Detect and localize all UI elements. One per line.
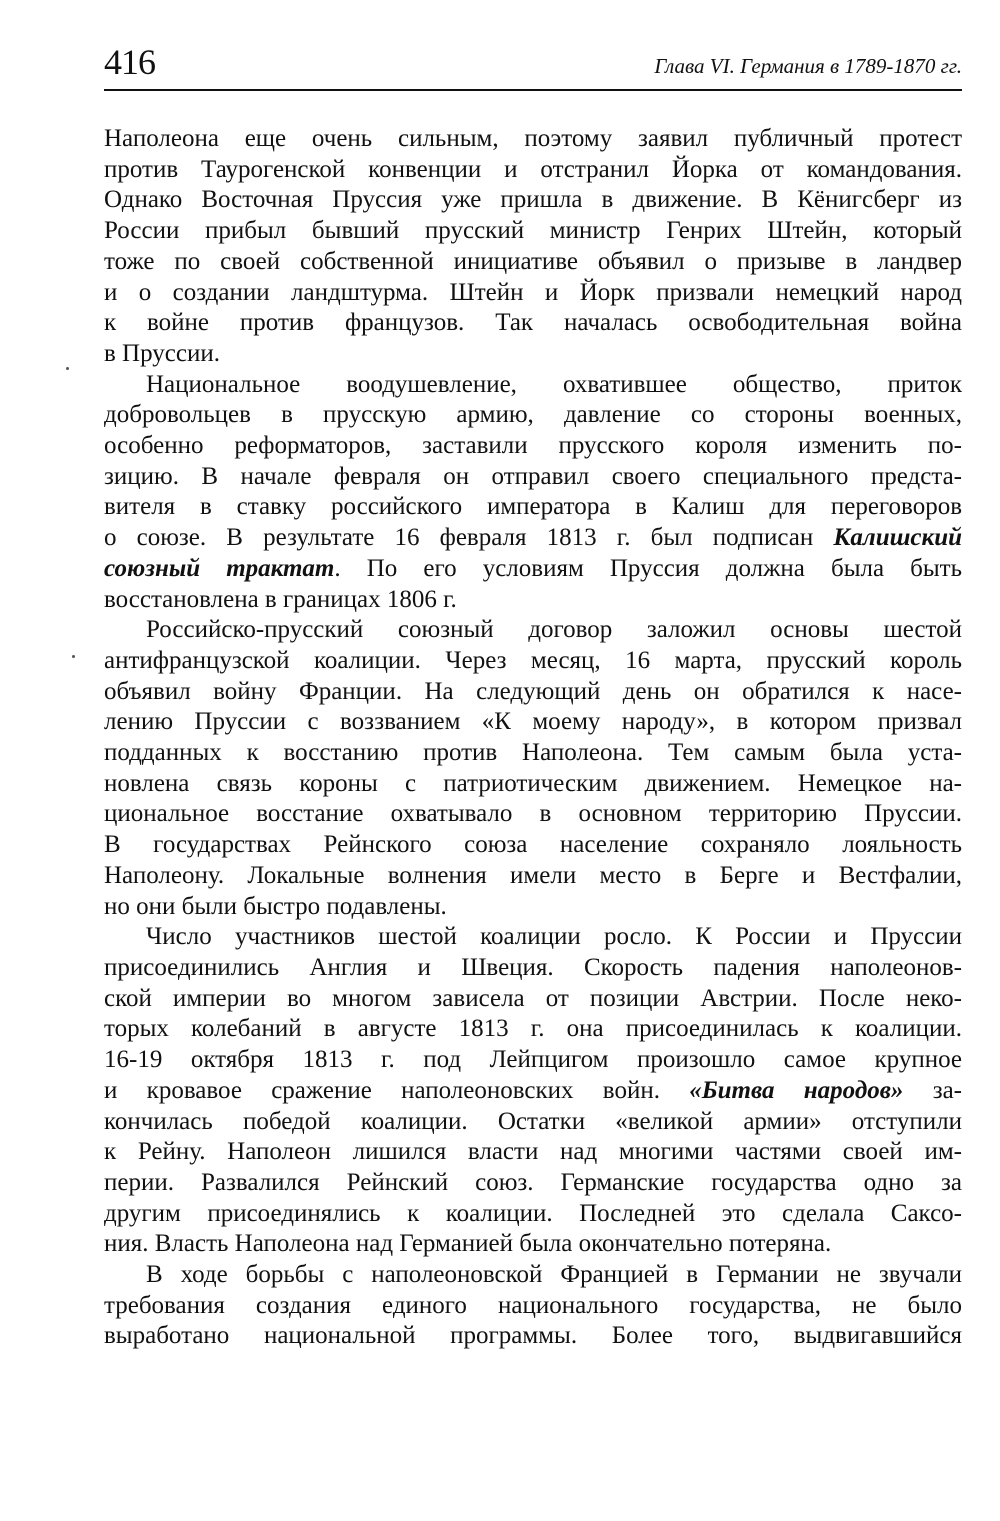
text-line xyxy=(104,155,962,186)
text-run: зицию. В начале февраля он отправил своего специального предста- xyxy=(104,462,962,490)
text-line xyxy=(104,1014,962,1045)
text-run: о союзе. В результате 16 февраля 1813 г. был подписан xyxy=(104,524,834,552)
text-run: добровольцев в прусскую армию, давление со стороны военных, xyxy=(104,401,962,429)
text-run: торых колебаний в августе 1813 г. она присоединилась к коалиции. xyxy=(104,1015,962,1043)
text-run: другим присоединялись к коалиции. Последней это сделала Саксо- xyxy=(104,1199,962,1227)
text-line xyxy=(104,1107,962,1138)
text-run: ния. Власть Наполеона над Германией была окончательно потеряна. xyxy=(104,1230,832,1258)
text-line xyxy=(104,953,962,984)
text-line xyxy=(104,554,962,585)
paragraph xyxy=(104,124,962,370)
margin-mark xyxy=(66,367,69,370)
text-run: но они были быстро подавлены. xyxy=(104,892,447,920)
text-run: кончилась победой коалиции. Остатки «великой армии» отступили xyxy=(104,1107,962,1135)
text-line xyxy=(104,830,962,861)
text-run: в Пруссии. xyxy=(104,339,220,367)
text-run: новлена связь короны с патриотическим движением. Немецкое на- xyxy=(104,769,962,797)
text-run: восстановлена в границах 1806 г. xyxy=(104,585,457,613)
text-run: Наполеона еще очень сильным, поэтому заявил публичный протест xyxy=(104,125,962,152)
text-line xyxy=(104,1229,962,1260)
text-run: требования создания единого национального государства, не было xyxy=(104,1291,962,1319)
text-run: против Таурогенской конвенции и отстранил Йорка от командования. xyxy=(104,155,962,183)
text-run: присоединились Англия и Швеция. Скорость падения наполеонов- xyxy=(104,953,962,981)
text-line xyxy=(104,1199,962,1230)
text-run: . По его условиям Пруссия должна была быть xyxy=(334,554,962,582)
text-line xyxy=(104,431,962,462)
emphasized-term: союзный трактат xyxy=(104,554,335,582)
text-run: Российско-прусский союзный договор заложил основы шестой xyxy=(146,616,962,644)
body-text xyxy=(104,124,962,1352)
text-line xyxy=(104,1045,962,1076)
text-run: особенно реформаторов, заставили прусского короля изменить по- xyxy=(104,432,962,460)
text-line xyxy=(104,1137,962,1168)
text-line xyxy=(104,799,962,830)
text-line xyxy=(104,738,962,769)
text-line xyxy=(104,677,962,708)
text-line xyxy=(104,615,962,646)
running-head: Глава VI. Германия в 1789-1870 гг. xyxy=(654,54,962,78)
text-run: и кровавое сражение наполеоновских войн. xyxy=(104,1076,690,1104)
paragraph xyxy=(104,922,962,1260)
text-run: к Рейну. Наполеон лишился власти над многими частями своей им- xyxy=(104,1138,962,1166)
emphasized-term: «Битва народов» xyxy=(689,1076,904,1104)
paragraph xyxy=(104,615,962,922)
text-run: объявил войну Франции. На следующий день он обратился к насе- xyxy=(104,677,962,705)
emphasized-term: Калишский xyxy=(833,524,962,552)
text-line xyxy=(104,216,962,247)
text-line xyxy=(104,861,962,892)
text-line xyxy=(104,462,962,493)
text-line xyxy=(104,124,962,155)
text-run: В государствах Рейнского союза население сохраняло лояльность xyxy=(104,831,962,859)
text-run: циональное восстание охватывало в основном территорию Пруссии. xyxy=(104,800,962,828)
margin-mark xyxy=(72,655,75,658)
text-run: ской империи во многом зависела от позиции Австрии. После неко- xyxy=(104,984,962,1012)
text-line xyxy=(104,400,962,431)
text-line xyxy=(104,892,962,923)
text-line xyxy=(104,984,962,1015)
text-run: 16-19 октября 1813 г. под Лейпцигом произошло самое крупное xyxy=(104,1046,962,1074)
text-line xyxy=(104,278,962,309)
text-run: и о создании ландштурма. Штейн и Йорк призвали немецкий народ xyxy=(104,278,962,306)
text-line xyxy=(104,1291,962,1322)
text-line xyxy=(104,492,962,523)
header-rule xyxy=(104,89,962,91)
text-line xyxy=(104,339,962,370)
text-run: В ходе борьбы с наполеоновской Францией в Германии не звучали xyxy=(146,1261,962,1289)
text-line xyxy=(104,370,962,401)
page-number: 416 xyxy=(104,42,155,82)
text-run: вителя в ставку российского императора в Калиш для переговоров xyxy=(104,493,962,521)
text-run: Наполеону. Локальные волнения имели место в Берге и Вестфалии, xyxy=(104,861,962,889)
text-run: выработано национальной программы. Более того, выдвигавшийся xyxy=(104,1322,962,1350)
text-line xyxy=(104,1260,962,1291)
text-run: Однако Восточная Пруссия уже пришла в движение. В Кёнигсберг из xyxy=(104,186,962,214)
text-line xyxy=(104,769,962,800)
paragraph xyxy=(104,370,962,616)
text-line xyxy=(104,646,962,677)
text-line xyxy=(104,585,962,616)
text-line xyxy=(104,185,962,216)
text-line xyxy=(104,247,962,278)
text-run: тоже по своей собственной инициативе объявил о призыве в ландвер xyxy=(104,247,962,275)
text-run: подданных к восстанию против Наполеона. Тем самым была уста- xyxy=(104,739,962,767)
text-line xyxy=(104,523,962,554)
text-line xyxy=(104,1168,962,1199)
text-run: России прибыл бывший прусский министр Генрих Штейн, который xyxy=(104,217,962,245)
text-run: лению Пруссии с воззванием «К моему народу», в котором призвал xyxy=(104,708,962,736)
text-line xyxy=(104,308,962,339)
text-run: Национальное воодушевление, охватившее общество, приток xyxy=(146,370,962,398)
text-line xyxy=(104,707,962,738)
text-run: к войне против французов. Так началась освободительная война xyxy=(104,309,962,337)
text-line xyxy=(104,1321,962,1352)
text-run: перии. Развалился Рейнский союз. Германские государства одно за xyxy=(104,1168,962,1196)
text-line xyxy=(104,1076,962,1107)
paragraph xyxy=(104,1260,962,1352)
text-run: Число участников шестой коалиции росло. К России и Пруссии xyxy=(146,923,962,951)
text-run: за- xyxy=(903,1076,962,1104)
text-line xyxy=(104,922,962,953)
text-run: антифранцузской коалиции. Через месяц, 16 марта, прусский король xyxy=(104,646,962,674)
page-header xyxy=(104,40,962,90)
